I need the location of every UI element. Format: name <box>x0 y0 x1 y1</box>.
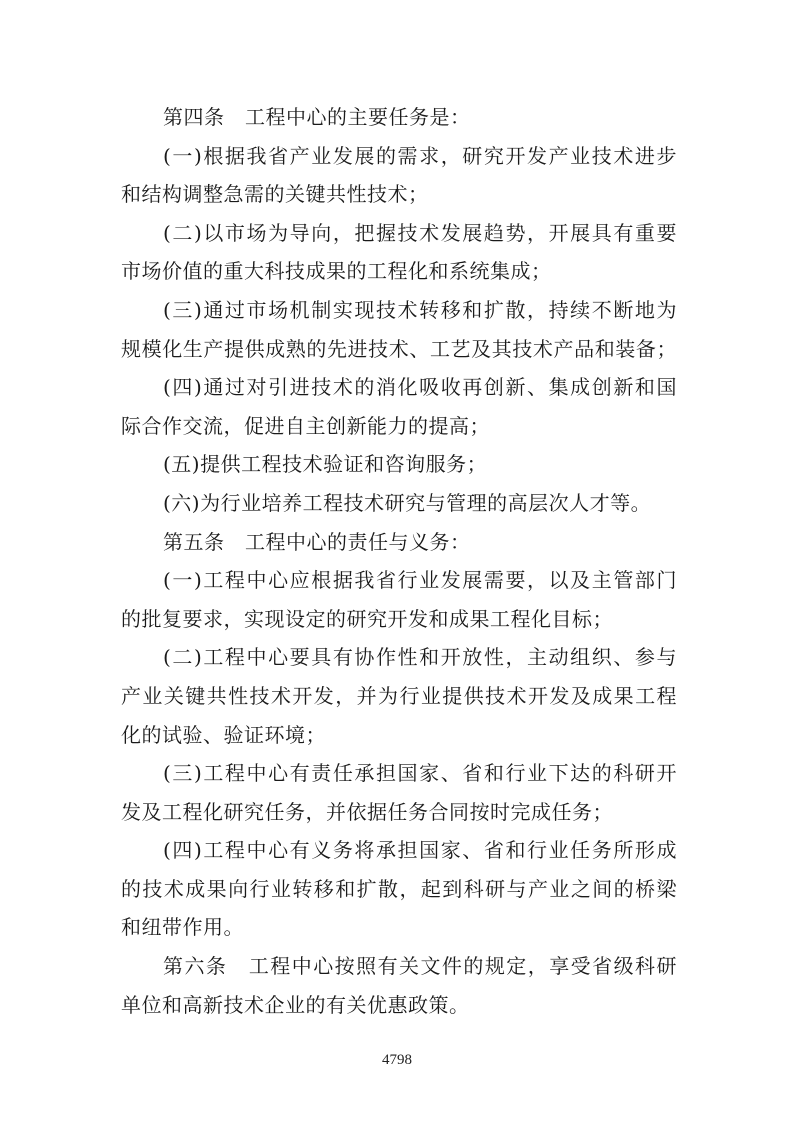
text-line: (四)工程中心有义务将承担国家、省和行业任务所形成 <box>163 838 677 863</box>
page-number: 4798 <box>382 1052 412 1068</box>
text-line: 市场价值的重大科技成果的工程化和系统集成； <box>121 259 552 284</box>
text-line: 第五条 工程中心的责任与义务： <box>163 529 471 554</box>
text-line: 规模化生产提供成熟的先进技术、工艺及其技术产品和装备； <box>121 336 677 361</box>
text-line: 和结构调整急需的关键共性技术； <box>121 182 429 207</box>
text-line: (二)以市场为导向，把握技术发展趋势，开展具有重要 <box>163 220 677 245</box>
text-line: (一)工程中心应根据我省行业发展需要，以及主管部门 <box>163 568 677 593</box>
text-line: 的批复要求，实现设定的研究开发和成果工程化目标； <box>121 606 613 631</box>
text-line: (三)工程中心有责任承担国家、省和行业下达的科研开 <box>163 761 677 786</box>
text-line: 化的试验、验证环境； <box>121 722 326 747</box>
text-line: 和纽带作用。 <box>121 915 244 940</box>
text-line: (四)通过对引进技术的消化吸收再创新、集成创新和国 <box>163 375 677 400</box>
text-line: (三)通过市场机制实现技术转移和扩散，持续不断地为 <box>163 297 677 322</box>
text-line: (五)提供工程技术验证和咨询服务； <box>163 452 488 477</box>
text-line: 第四条 工程中心的主要任务是： <box>163 105 471 129</box>
text-line: 单位和高新技术企业的有关优惠政策。 <box>121 992 470 1017</box>
text-line: 发及工程化研究任务，并依据任务合同按时完成任务； <box>121 799 613 824</box>
text-line: 际合作交流，促进自主创新能力的提高； <box>121 413 490 438</box>
text-line: (一)根据我省产业发展的需求，研究开发产业技术进步 <box>163 143 677 168</box>
text-line: 的技术成果向行业转移和扩散，起到科研与产业之间的桥梁 <box>121 876 677 901</box>
text-line: 产业关键共性技术开发，并为行业提供技术开发及成果工程 <box>121 683 677 708</box>
text-line: (二)工程中心要具有协作性和开放性，主动组织、参与 <box>163 645 677 670</box>
text-line: 第六条 工程中心按照有关文件的规定，享受省级科研 <box>163 954 677 979</box>
document-body <box>121 98 677 1024</box>
text-line: (六)为行业培养工程技术研究与管理的高层次人才等。 <box>163 490 652 515</box>
